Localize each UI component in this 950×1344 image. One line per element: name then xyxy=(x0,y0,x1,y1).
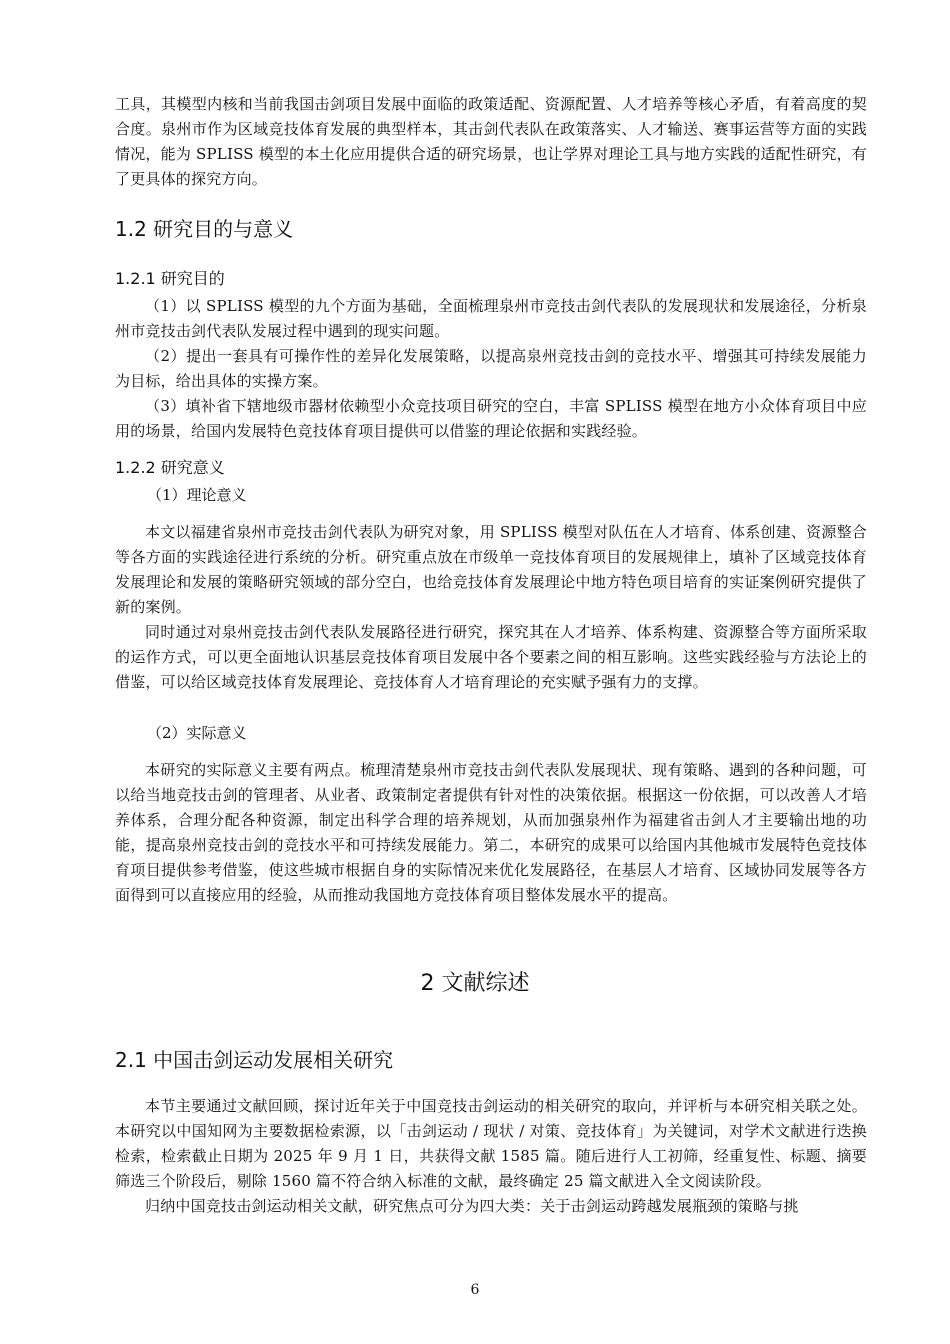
purpose-list xyxy=(115,294,867,444)
section-1-2-2-heading: 1.2.2 研究意义 xyxy=(115,458,225,477)
intro-paragraph: 工具，其模型内核和当前我国击剑项目发展中面临的政策适配、资源配置、人才培养等核心矛盾，有着高度的契合度。泉州市作为区域竞技体育发展的典型样本，其击剑代表队在政策落实、人才输送、赛事运营等方面的实践情况，能为 SPLISS 模型的本土化应用提供合适的研究场景，也让学界对理论工具与地方实践的适配性研究，有了更具体的探究方向。 xyxy=(115,95,867,188)
section-1-2-heading: 1.2 研究目的与意义 xyxy=(115,217,294,241)
theory-paragraph-2: 同时通过对泉州竞技击剑代表队发展路径进行研究，探究其在人才培养、体系构建、资源整合等方面所采取的运作方式，可以更全面地认识基层竞技体育项目发展中各个要素之间的相互影响。这些实践经验与方法论上的借鉴，可以给区域竞技体育发展理论、竞技体育人才培育理论的充实赋予强有力的支撑。 xyxy=(115,623,867,691)
section-2-1-block xyxy=(115,1094,867,1219)
review-paragraph-1: 本节主要通过文献回顾，探讨近年关于中国竞技击剑运动的相关研究的取向，并评析与本研究相关联之处。本研究以中国知网为主要数据检索源，以「击剑运动 / 现状 / 对策、竞技体育」为关键词，对学术文献进行迭换检索，检索截止日期为 2025 年 9 月 1 日，共获得文献 1585 篇。随后进行人工初筛，经重复性、标题、摘要筛选三个阶段后，剔除 1560 篇不符合纳入标准的文献，最终确定 25 篇文献进入全文阅读阶段。 xyxy=(115,1097,867,1190)
section-2-1-heading: 2.1 中国击剑运动发展相关研究 xyxy=(115,1048,394,1072)
purpose-item-3: （3）填补省下辖地级市器材依赖型小众竞技项目研究的空白，丰富 SPLISS 模型在地方小众体育项目中应用的场景，给国内发展特色竞技体育项目提供可以借鉴的理论依据和实践经验。 xyxy=(115,397,867,440)
chapter-2-heading: 2 文献综述 xyxy=(420,971,530,996)
theory-label: （1）理论意义 xyxy=(147,486,247,504)
practice-block xyxy=(115,758,867,908)
purpose-item-1: （1）以 SPLISS 模型的九个方面为基础，全面梳理泉州市竞技击剑代表队的发展现状和发展途径，分析泉州市竞技击剑代表队发展过程中遇到的现实问题。 xyxy=(115,297,867,340)
section-1-2-1-heading: 1.2.1 研究目的 xyxy=(115,269,225,288)
practice-label: （2）实际意义 xyxy=(147,724,247,742)
review-paragraph-2: 归纳中国竞技击剑运动相关文献，研究焦点可分为四大类：关于击剑运动跨越发展瓶颈的策略与挑 xyxy=(145,1197,799,1215)
page-number: 6 xyxy=(470,1282,480,1298)
intro-block xyxy=(115,92,867,192)
theory-block xyxy=(115,520,867,695)
theory-paragraph-1: 本文以福建省泉州市竞技击剑代表队为研究对象，用 SPLISS 模型对队伍在人才培育、体系创建、资源整合等各方面的实践途径进行系统的分析。研究重点放在市级单一竞技体育项目的发展规律上，填补了区域竞技体育发展理论和发展的策略研究领域的部分空白，也给竞技体育发展理论中地方特色项目培育的实证案例研究提供了新的案例。 xyxy=(115,523,867,616)
purpose-item-2: （2）提出一套具有可操作性的差异化发展策略，以提高泉州竞技击剑的竞技水平、增强其可持续发展能力为目标，给出具体的实操方案。 xyxy=(115,347,867,390)
practice-paragraph: 本研究的实际意义主要有两点。梳理清楚泉州市竞技击剑代表队发展现状、现有策略、遇到的各种问题，可以给当地竞技击剑的管理者、从业者、政策制定者提供有针对性的决策依据。根据这一份依据，可以改善人才培养体系，合理分配各种资源，制定出科学合理的培养规划，从而加强泉州作为福建省击剑人才主要输出地的功能，提高泉州竞技击剑的竞技水平和可持续发展能力。第二，本研究的成果可以给国内其他城市发展特色竞技体育项目提供参考借鉴，使这些城市根据自身的实际情况来优化发展路径，在基层人才培育、区域协同发展等各方面得到可以直接应用的经验，从而推动我国地方竞技体育项目整体发展水平的提高。 xyxy=(115,761,867,904)
